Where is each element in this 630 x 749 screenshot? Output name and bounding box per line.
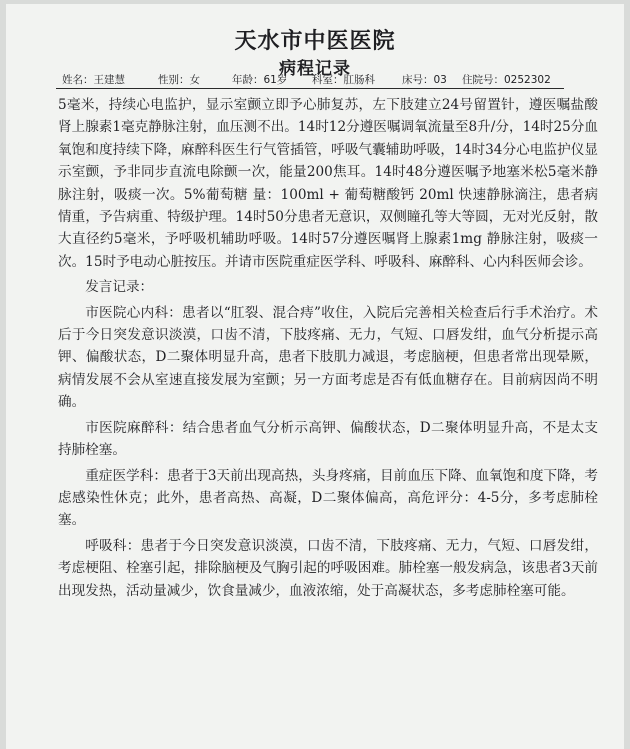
cardiology-opinion: 市医院心内科：患者以“肛裂、混合痔”收住，入院后完善相关检查后行手术治疗。术后于今日突发意识淡漠，口齿不清，下肢疼痛、无力，气短、口唇发绀，血气分析提示高钾、偏酸状态，D二聚体明显升高，患者下肢肌力减退，考虑脑梗，但患者常出现晕厥，病情发展不会从室速直接发展为室颤；另一方面考虑是否有低血糖存在。目前病因尚不明确。	[58, 304, 598, 411]
record-body	[58, 94, 598, 605]
record-paragraph: 5毫米，持续心电监护，显示室颤立即予心肺复苏，左下肢建立24号留置针，遵医嘱盐酸肾上腺素1毫克静脉注射，血压测不出。14时12分遵医嘱调氧流量至8升/分，14时25分血氧饱和度持续下降，麻醉科医生行气管插管，呼吸气囊辅助呼吸，14时34分心电监护仪显示室颤，予非同步直流电除颤一次，能量200焦耳。14时48分遵医嘱予地塞米松5毫米静脉注射，吸痰一次。5%葡萄糖 量：100ml + 葡萄糖酸钙 20ml 快速静脉滴注，患者病情重，予告病重、特级护理。14时50分患者无意识，双侧瞳孔等大等圆，无对光反射，散大直径约5毫米，予呼吸机辅助呼吸。14时57分遵医嘱肾上腺素1mg 静脉注射，吸痰一次。15时予电动心脏按压。并请市医院重症医学科、呼吸科、麻醉科、心内科医师会诊。	[58, 97, 598, 270]
header-rule	[56, 88, 564, 89]
respiratory-opinion: 呼吸科：患者于今日突发意识淡漠，口齿不清，下肢疼痛、无力，气短、口唇发绀，考虑梗阻、栓塞引起，排除脑梗及气胸引起的呼吸困难。肺栓塞一般发病急，该患者3天前出现发热，活动量减少，饮食量减少，血液浓缩，处于高凝状态，多考虑肺栓塞可能。	[58, 537, 598, 599]
anesthesiology-opinion: 市医院麻醉科：结合患者血气分析示高钾、偏酸状态，D二聚体明显升高，不是太支持肺栓塞。	[58, 419, 598, 459]
record-title: 病程记录	[279, 59, 351, 79]
patient-admission-number: 住院号：0252302	[462, 74, 551, 86]
patient-bed: 床号：03	[402, 74, 447, 86]
medical-record-page	[6, 4, 624, 749]
consultation-heading: 发言记录：	[85, 279, 154, 296]
patient-name: 姓名：王建慧	[62, 74, 125, 86]
patient-age: 年龄：61岁	[232, 74, 288, 86]
icu-opinion: 重症医学科：患者于3天前出现高热，头身疼痛，目前血压下降、血氧饱和度下降，考虑感染性休克；此外，患者高热、高凝，D二聚体偏高，高危评分：4-5分，多考虑肺栓塞。	[58, 467, 598, 529]
patient-sex: 性别：女	[158, 74, 200, 86]
hospital-name: 天水市中医医院	[234, 29, 396, 54]
patient-department: 科室：肛肠科	[312, 74, 375, 86]
